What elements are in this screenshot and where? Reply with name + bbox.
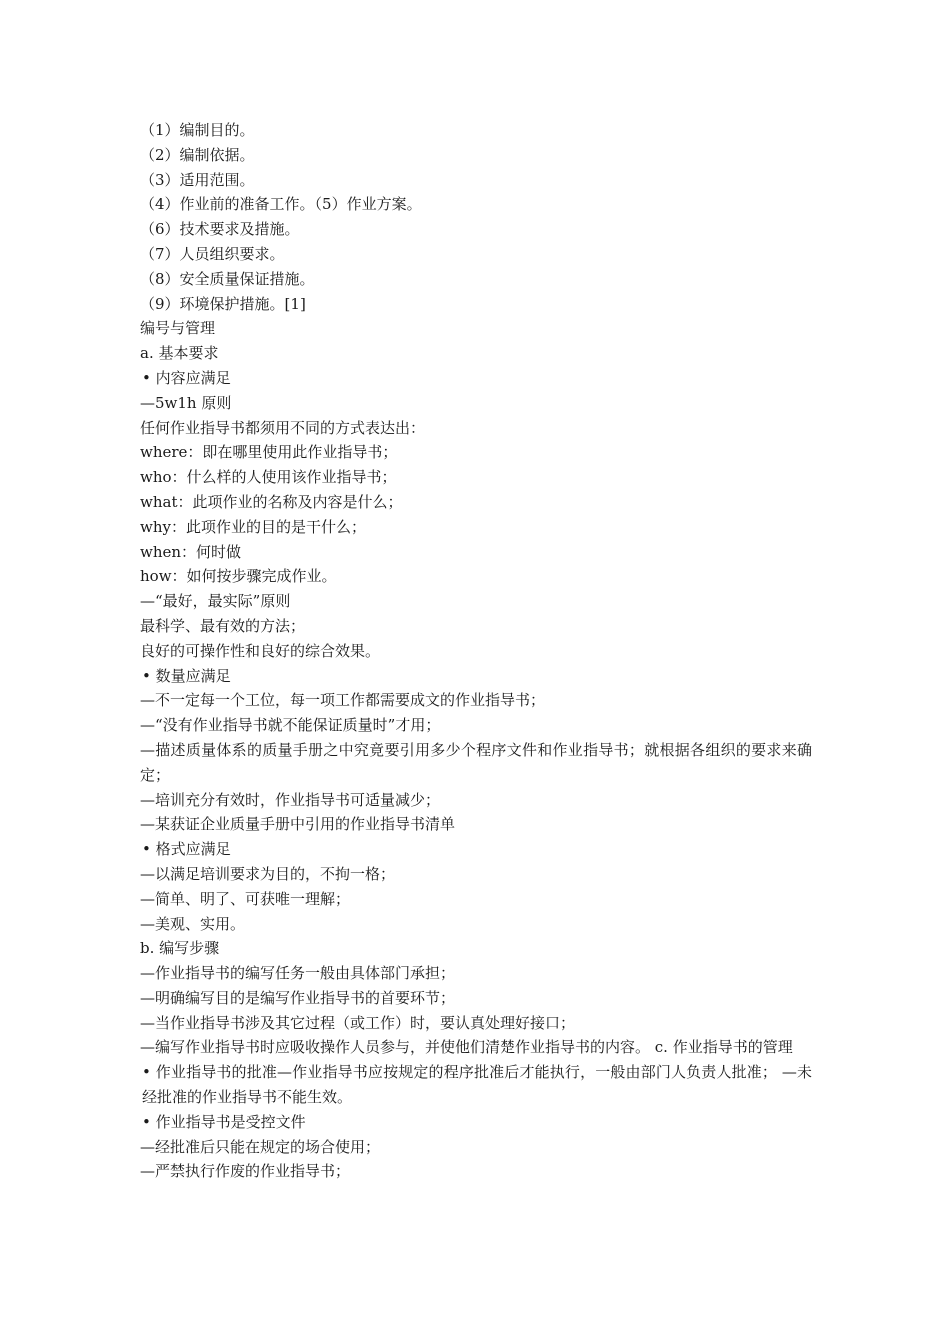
text-line: where：即在哪里使用此作业指导书； xyxy=(140,443,398,462)
section-heading-numbering: 编号与管理 xyxy=(140,319,216,338)
text-line: 任何作业指导书都须用不同的方式表达出： xyxy=(140,418,426,437)
text-line: —当作业指导书涉及其它过程（或工作）时，要认真处理好接口； xyxy=(140,1013,576,1032)
list-item-safety-quality: （8）安全质量保证措施。 xyxy=(140,269,315,288)
text-line: —“没有作业指导书就不能保证质量时”才用； xyxy=(140,716,441,735)
text-paragraph: —编写作业指导书时应吸收操作人员参与，并使他们清楚作业指导书的内容。 c. 作业指导书的管理 xyxy=(140,1038,793,1057)
text-line: how：如何按步骤完成作业。 xyxy=(140,567,337,586)
text-line: —美观、实用。 xyxy=(140,914,246,933)
text-line: —明确编写目的是编写作业指导书的首要环节； xyxy=(140,988,456,1007)
text-line: —培训充分有效时，作业指导书可适量减少； xyxy=(140,790,441,809)
list-item-basis: （2）编制依据。 xyxy=(140,145,255,164)
bullet-format: • 格式应满足 xyxy=(142,840,231,859)
subsection-heading-basic: a. 基本要求 xyxy=(140,344,219,363)
bullet-approval: • 作业指导书的批准—作业指导书应按规定的程序批准后才能执行，一般由部门人负责人批准； —未经批准的作业指导书不能生效。 xyxy=(142,1063,812,1107)
list-item-preparation-and-plan: （4）作业前的准备工作。（5）作业方案。 xyxy=(140,195,422,214)
text-line: —以满足培训要求为目的，不拘一格； xyxy=(140,864,396,883)
bullet-quantity: • 数量应满足 xyxy=(142,666,231,685)
text-line: —“最好，最实际”原则 xyxy=(140,592,291,611)
text-line: who：什么样的人使用该作业指导书； xyxy=(140,468,397,487)
text-line: 最科学、最有效的方法； xyxy=(140,616,306,635)
bullet-controlled-document: • 作业指导书是受控文件 xyxy=(142,1112,306,1131)
text-line: —不一定每一个工位，每一项工作都需要成文的作业指导书； xyxy=(140,691,546,710)
text-line: —作业指导书的编写任务一般由具体部门承担； xyxy=(140,964,456,983)
text-line: —严禁执行作废的作业指导书； xyxy=(140,1162,351,1181)
list-item-purpose: （1）编制目的。 xyxy=(140,121,255,139)
text-line: —某获证企业质量手册中引用的作业指导书清单 xyxy=(140,815,456,834)
text-paragraph: —描述质量体系的质量手册之中究竟要引用多少个程序文件和作业指导书；就根据各组织的要求来确定； xyxy=(140,740,812,784)
text-line: why：此项作业的目的是干什么； xyxy=(140,517,366,536)
list-item-technical-requirements: （6）技术要求及措施。 xyxy=(140,220,300,239)
subsection-heading-steps: b. 编写步骤 xyxy=(140,939,220,958)
text-line: when：何时做 xyxy=(140,542,242,561)
bullet-content: • 内容应满足 xyxy=(142,368,231,387)
list-item-personnel: （7）人员组织要求。 xyxy=(140,244,285,263)
text-line: 良好的可操作性和良好的综合效果。 xyxy=(140,641,381,660)
text-line: what：此项作业的名称及内容是什么； xyxy=(140,492,403,511)
list-item-scope: （3）适用范围。 xyxy=(140,170,255,189)
text-line: —5w1h 原则 xyxy=(140,393,232,412)
text-line: —经批准后只能在规定的场合使用； xyxy=(140,1137,381,1156)
document-body xyxy=(140,118,812,1184)
list-item-environment: （9）环境保护措施。[1] xyxy=(140,294,306,313)
text-line: —简单、明了、可获唯一理解； xyxy=(140,889,351,908)
